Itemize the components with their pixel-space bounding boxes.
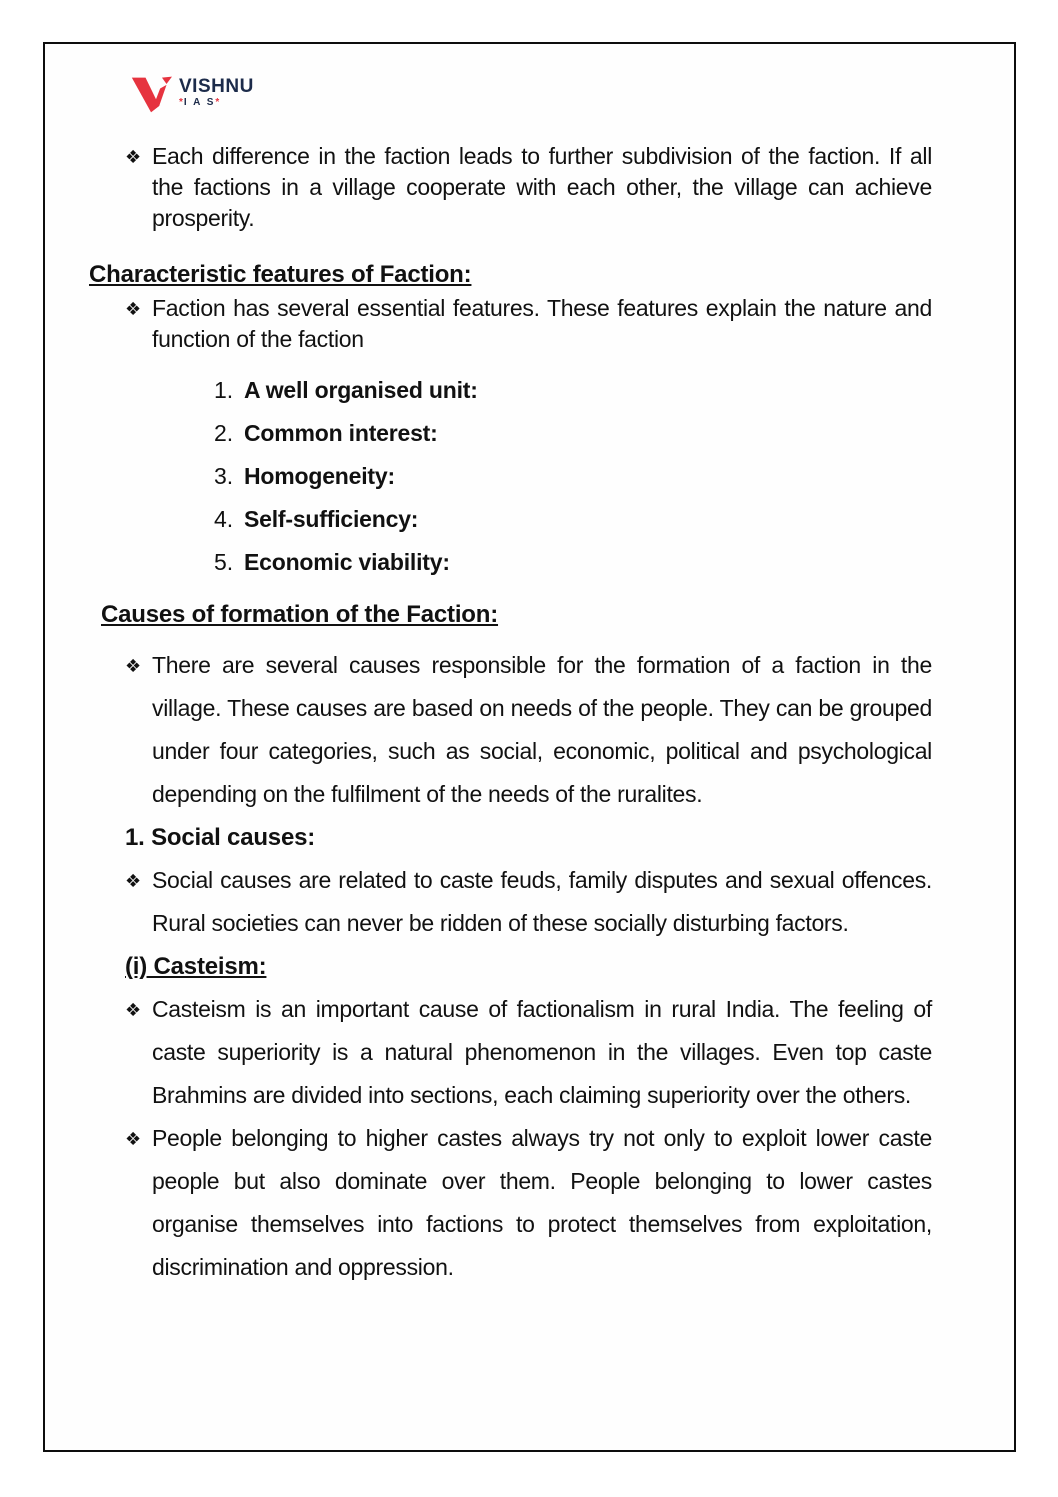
diamond-bullet-icon: ❖: [125, 299, 142, 320]
document-page: [43, 42, 1016, 1452]
feature-label: Self-sufficiency:: [244, 506, 419, 532]
diamond-bullet-icon: ❖: [125, 147, 142, 168]
feature-item: [214, 541, 932, 584]
feature-list: [214, 369, 932, 584]
casteism-paragraph-text-2: People belonging to higher castes always try not only to exploit lower caste people but also dominate over them. People belonging to lower castes organise themselves into factions to protect themselves from exploitation, discrimination and oppression.: [152, 1125, 932, 1280]
characteristic-features-heading: Characteristic features of Faction:: [89, 261, 472, 288]
diamond-bullet-icon: ❖: [125, 1129, 142, 1150]
logo-star-left: *: [179, 97, 184, 108]
feature-label: Homogeneity:: [244, 463, 395, 489]
feature-number: 2.: [214, 420, 234, 446]
social-causes-heading: 1. Social causes:: [125, 824, 316, 851]
diamond-bullet-icon: ❖: [125, 871, 142, 892]
feature-item: [214, 412, 932, 455]
logo-brand-text: VISHNU: [179, 76, 254, 97]
logo-v-icon: [130, 73, 172, 115]
characteristic-paragraph-text: Faction has several essential features. These features explain the nature and function of the faction: [152, 295, 932, 352]
intro-bullet-paragraph: [89, 141, 932, 234]
logo-wordmark: [179, 73, 254, 108]
feature-number: 4.: [214, 506, 234, 532]
logo-star-right: *: [215, 97, 221, 108]
feature-number: 1.: [214, 377, 234, 403]
diamond-bullet-icon: ❖: [125, 1000, 142, 1021]
social-causes-bullet-paragraph: [89, 859, 932, 945]
social-causes-paragraph-text: Social causes are related to caste feuds, family disputes and sexual offences. Rural societies can never be ridden of these socially disturbing factors.: [152, 867, 932, 936]
causes-bullet-paragraph: [89, 644, 932, 816]
vishnu-ias-logo: [130, 73, 932, 119]
intro-paragraph-text: Each difference in the faction leads to further subdivision of the faction. If all the factions in a village cooperate with each other, the village can achieve prosperity.: [152, 143, 932, 231]
casteism-paragraph-text-1: Casteism is an important cause of factionalism in rural India. The feeling of caste superiority is a natural phenomenon in the villages. Even top caste Brahmins are divided into sections, each claiming superiority over the others.: [152, 996, 932, 1108]
logo-ias-text: I A S: [183, 97, 216, 108]
feature-item: [214, 455, 932, 498]
casteism-bullet-paragraph-2: [89, 1117, 932, 1289]
feature-item: [214, 369, 932, 412]
feature-number: 3.: [214, 463, 234, 489]
characteristic-bullet-paragraph: [89, 293, 932, 355]
causes-paragraph-text: There are several causes responsible for the formation of a faction in the village. These causes are based on needs of the people. They can be grouped under four categories, such as social, economic, political and psychological depending on the fulfilment of the needs of the ruralites.: [152, 652, 932, 807]
diamond-bullet-icon: ❖: [125, 656, 142, 677]
feature-label: A well organised unit:: [244, 377, 478, 403]
feature-label: Economic viability:: [244, 549, 450, 575]
feature-number: 5.: [214, 549, 234, 575]
casteism-bullet-paragraph-1: [89, 988, 932, 1117]
feature-item: [214, 498, 932, 541]
casteism-heading: (i) Casteism:: [125, 953, 267, 980]
causes-heading: Causes of formation of the Faction:: [101, 601, 499, 628]
logo-sub-text: [179, 98, 254, 108]
feature-label: Common interest:: [244, 420, 438, 446]
